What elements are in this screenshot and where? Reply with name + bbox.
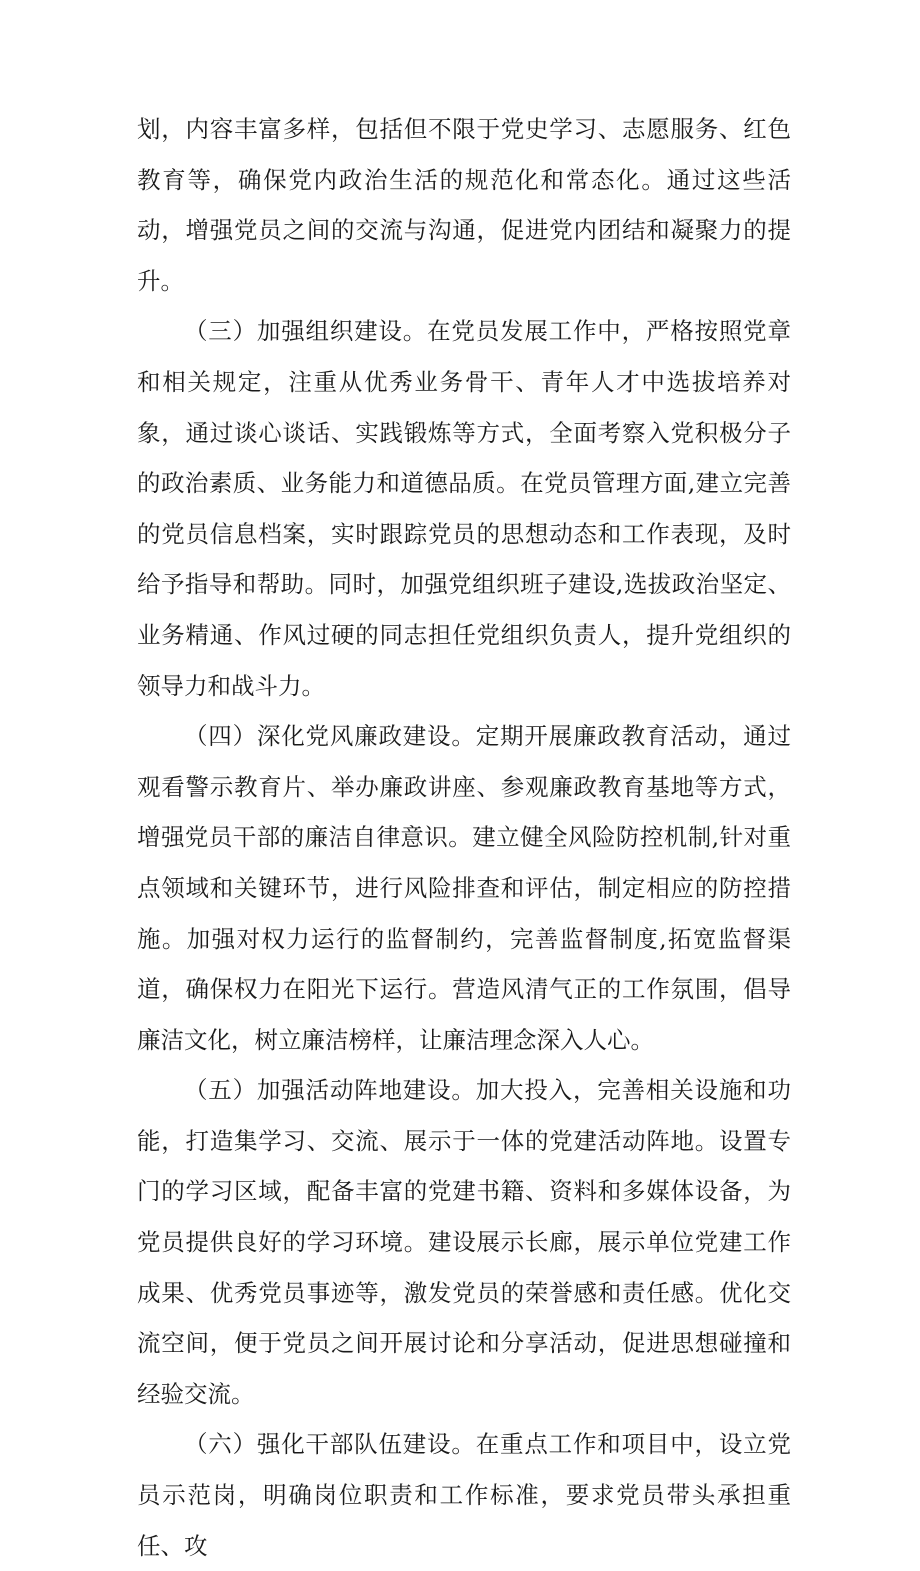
paragraph-section-6-cadre-team: （六）强化干部队伍建设。在重点工作和项目中，设立党员示范岗，明确岗位职责和工作标准，要求党员带头承担重任、攻 [137, 1430, 791, 1560]
paragraph-section-4-integrity: （四）深化党风廉政建设。定期开展廉政教育活动，通过观看警示教育片、举办廉政讲座、参观廉政教育基地等方式，增强党员干部的廉洁自律意识。建立健全风险防控机制,针对重点领域和关键环节，进行风险排查和评估，制定相应的防控措施。加强对权力运行的监督制约，完善监督制度,拓宽监督渠道，确保权力在阳光下运行。营造风清气正的工作氛围，倡导廉洁文化，树立廉洁榜样，让廉洁理念深入人心。 [137, 722, 791, 1054]
paragraph-section-3-organization: （三）加强组织建设。在党员发展工作中，严格按照党章和相关规定，注重从优秀业务骨干、青年人才中选拔培养对象，通过谈心谈话、实践锻炼等方式，全面考察入党积极分子的政治素质、业务能力和道德品质。在党员管理方面,建立完善的党员信息档案，实时跟踪党员的思想动态和工作表现，及时给予指导和帮助。同时，加强党组织班子建设,选拔政治坚定、业务精通、作风过硬的同志担任党组织负责人，提升党组织的领导力和战斗力。 [137, 317, 791, 700]
paragraph-continuation: 划，内容丰富多样，包括但不限于党史学习、志愿服务、红色教育等，确保党内政治生活的规范化和常态化。通过这些活动，增强党员之间的交流与沟通，促进党内团结和凝聚力的提升。 [137, 115, 791, 295]
paragraph-section-5-activity-venue: （五）加强活动阵地建设。加大投入，完善相关设施和功能，打造集学习、交流、展示于一体的党建活动阵地。设置专门的学习区域，配备丰富的党建书籍、资料和多媒体设备，为党员提供良好的学习环境。建设展示长廊，展示单位党建工作成果、优秀党员事迹等，激发党员的荣誉感和责任感。优化交流空间，便于党员之间开展讨论和分享活动，促进思想碰撞和经验交流。 [137, 1076, 791, 1408]
document-body [137, 104, 791, 1571]
